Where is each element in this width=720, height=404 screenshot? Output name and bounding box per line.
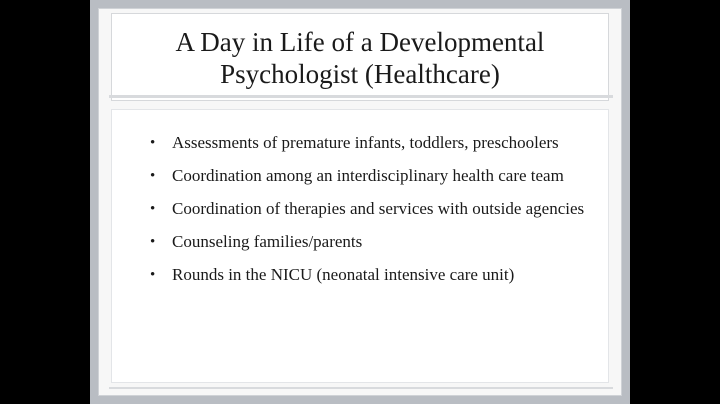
bullet-icon: • xyxy=(150,267,156,283)
bullet-item xyxy=(150,199,590,219)
bullet-text: Counseling families/parents xyxy=(172,232,363,251)
slide-frame xyxy=(90,0,630,404)
footer-divider xyxy=(109,387,613,389)
bullet-item xyxy=(150,232,590,252)
slide-title: A Day in Life of a Developmental Psychologist (Healthcare) xyxy=(175,27,545,89)
bullet-item xyxy=(150,166,590,186)
title-area xyxy=(111,13,609,101)
bullet-text: Coordination among an interdisciplinary health care team xyxy=(172,166,564,185)
bullet-icon: • xyxy=(150,234,156,250)
content-area xyxy=(111,109,609,383)
bullet-text: Coordination of therapies and services with outside agencies xyxy=(172,199,585,218)
bullet-list xyxy=(150,133,590,298)
presentation-slide xyxy=(98,8,622,396)
bullet-item xyxy=(150,133,590,153)
bullet-item xyxy=(150,265,590,285)
bullet-icon: • xyxy=(150,201,156,217)
title-divider xyxy=(109,95,613,98)
bullet-text: Rounds in the NICU (neonatal intensive care unit) xyxy=(172,265,515,284)
bullet-icon: • xyxy=(150,168,156,184)
bullet-icon: • xyxy=(150,135,156,151)
bullet-text: Assessments of premature infants, toddlers, preschoolers xyxy=(172,133,559,152)
